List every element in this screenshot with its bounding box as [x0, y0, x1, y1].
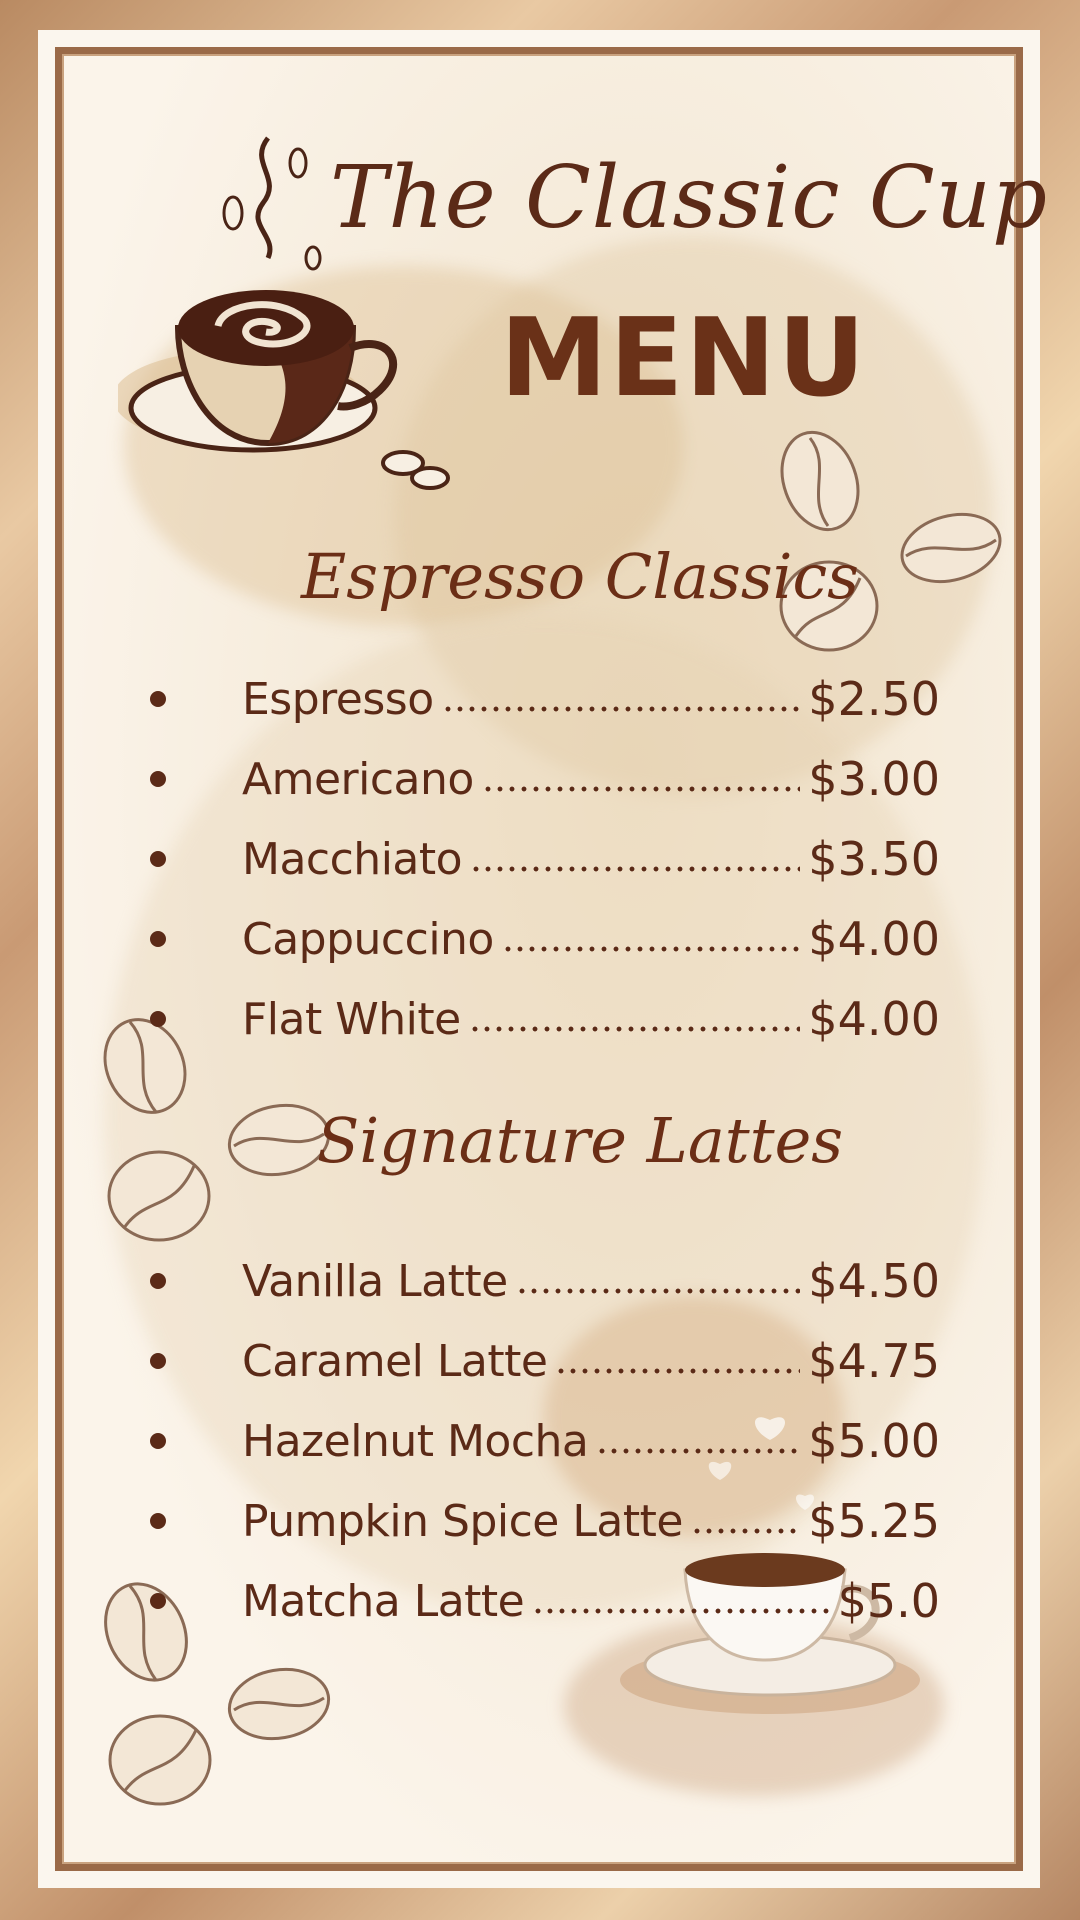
- bullet-icon: [150, 771, 166, 787]
- item-price: $3.50: [808, 832, 940, 886]
- menu-item: [150, 1328, 940, 1394]
- item-name: Americano: [242, 753, 474, 805]
- dot-leader: [469, 1024, 801, 1034]
- menu-item: [150, 1488, 940, 1554]
- item-name: Flat White: [242, 993, 461, 1045]
- item-price: $4.50: [808, 1254, 940, 1308]
- cafe-title: The Classic Cup: [330, 148, 1049, 248]
- item-name: Macchiato: [242, 833, 463, 885]
- section-title-signature-lattes: Signature Lattes: [316, 1104, 844, 1177]
- bullet-icon: [150, 1353, 166, 1369]
- item-price: $4.00: [808, 912, 940, 966]
- item-name: Hazelnut Mocha: [242, 1415, 589, 1467]
- item-name: Caramel Latte: [242, 1335, 548, 1387]
- dot-leader: [596, 1446, 800, 1456]
- menu-item: [150, 1568, 940, 1634]
- menu-item: [150, 666, 940, 732]
- item-price: $4.00: [808, 992, 940, 1046]
- item-price: $4.75: [808, 1334, 940, 1388]
- item-price: $2.50: [808, 672, 940, 726]
- bullet-icon: [150, 1433, 166, 1449]
- coffee-bean-icon: [226, 1664, 332, 1744]
- coffee-bean-icon: [770, 426, 870, 536]
- menu-item: [150, 986, 940, 1052]
- item-name: Vanilla Latte: [242, 1255, 508, 1307]
- bullet-icon: [150, 1273, 166, 1289]
- coffee-bean-icon: [104, 1146, 214, 1246]
- bullet-icon: [150, 931, 166, 947]
- item-price: $5.25: [808, 1494, 940, 1548]
- dot-leader: [532, 1606, 829, 1616]
- coffee-bean-icon: [104, 1710, 216, 1810]
- dot-leader: [442, 704, 801, 714]
- menu-item: [150, 746, 940, 812]
- item-price: $3.00: [808, 752, 940, 806]
- menu-item: [150, 906, 940, 972]
- bullet-icon: [150, 1011, 166, 1027]
- menu-item: [150, 826, 940, 892]
- item-name: Pumpkin Spice Latte: [242, 1495, 683, 1547]
- item-name: Espresso: [242, 673, 434, 725]
- menu-item: [150, 1248, 940, 1314]
- dot-leader: [691, 1526, 800, 1536]
- dot-leader: [502, 944, 800, 954]
- menu-heading: MENU: [500, 296, 868, 421]
- item-name: Matcha Latte: [242, 1575, 525, 1627]
- dot-leader: [482, 784, 800, 794]
- bullet-icon: [150, 1593, 166, 1609]
- item-price: $5.00: [808, 1414, 940, 1468]
- dot-leader: [470, 864, 800, 874]
- bullet-icon: [150, 691, 166, 707]
- menu-item: [150, 1408, 940, 1474]
- section-title-espresso-classics: Espresso Classics: [301, 540, 859, 613]
- bullet-icon: [150, 851, 166, 867]
- dot-leader: [516, 1286, 801, 1296]
- dot-leader: [555, 1366, 800, 1376]
- item-price: $5.0: [837, 1574, 940, 1628]
- item-name: Cappuccino: [242, 913, 494, 965]
- bullet-icon: [150, 1513, 166, 1529]
